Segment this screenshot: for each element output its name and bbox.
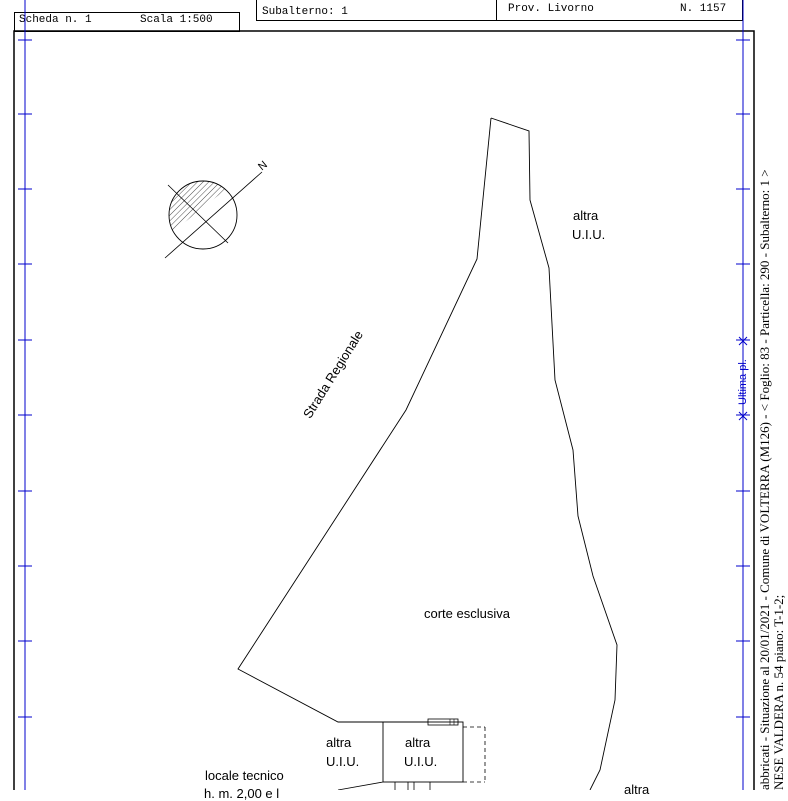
altra-top-line2: U.I.U. (572, 227, 606, 242)
altra-bottom-line1: altra (624, 782, 650, 797)
locale-tecnico-line1: locale tecnico (205, 768, 284, 783)
north-label: N (256, 158, 270, 174)
north-compass-icon (165, 172, 262, 258)
altra-left-line1: altra (326, 735, 352, 750)
provincia-label: Prov. Livorno (508, 3, 594, 15)
building-altra-uiu (383, 722, 463, 782)
sidebar-line1: abbricati - Situazione al 20/01/2021 - Comune di VOLTERRA (M126) - < Foglio: 83 - Particella: 290 - Subalterno: 1 > (757, 169, 772, 790)
numero-label: N. 1157 (680, 3, 727, 15)
scheda-label: Scheda n. 1 (19, 14, 92, 26)
sidebar-line2: NESE VALDERA n. 54 piano: T-1-2; (771, 594, 786, 790)
plan-frame (14, 31, 754, 790)
altra-mid-line1: altra (405, 735, 431, 750)
sidebar-stamp: Ultima pl. (737, 359, 749, 405)
altra-mid-line2: U.I.U. (404, 754, 438, 769)
altra-left-line2: U.I.U. (326, 754, 360, 769)
scala-label: Scala 1:500 (140, 14, 213, 26)
road-label: Strada Regionale (300, 327, 366, 421)
altra-top-line1: altra (573, 208, 599, 223)
parcel-outline-west (238, 118, 491, 722)
locale-tecnico-line2: h. m. 2,00 e l (204, 786, 280, 801)
subalterno-label: Subalterno: 1 (262, 6, 348, 18)
corte-label: corte esclusiva (424, 606, 510, 621)
